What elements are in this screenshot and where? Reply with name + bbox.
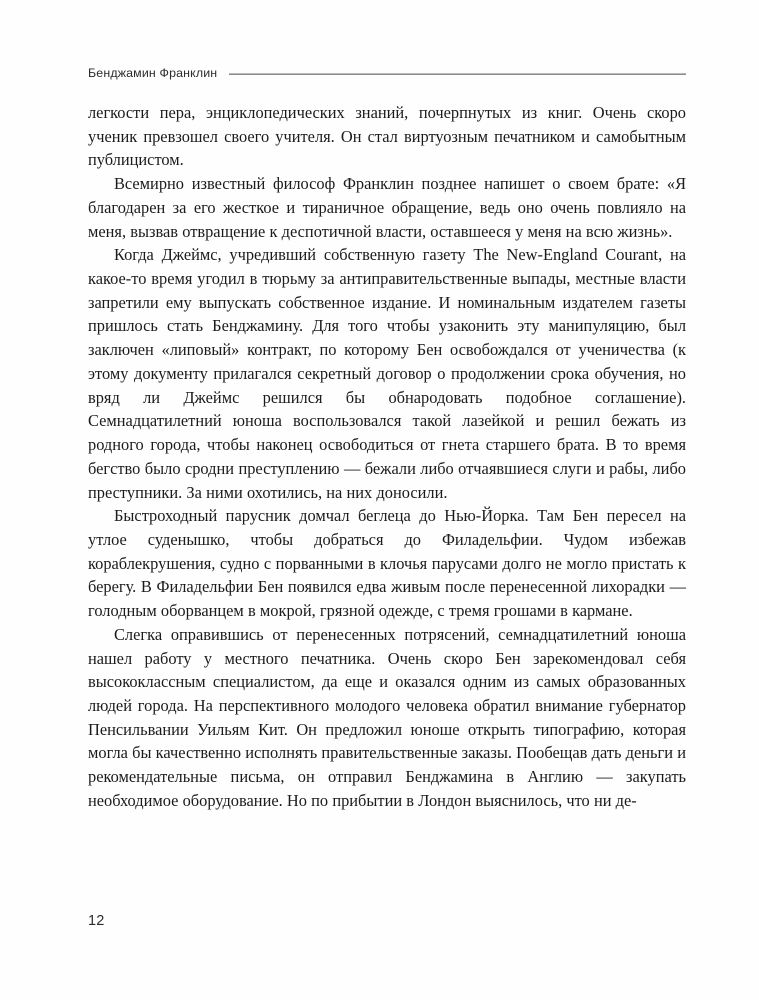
running-head-rule (229, 73, 686, 75)
paragraph-continuation: легкости пера, энциклопедических знаний, почерпнутых из книг. Очень скоро ученик превзошел своего учителя. Он стал виртуозным печатником и самобытным публицистом. (88, 103, 686, 170)
running-head-title: Бенджамин Франклин (88, 66, 218, 80)
page-number: 12 (88, 913, 105, 929)
newspaper-title: The New-England Courant (473, 245, 659, 265)
paragraph: Всемирно известный философ Франклин позднее напишет о своем брате: «Я благодарен за его жесткое и тираничное обращение, ведь оно очень повлияло на меня, вызвав отвращение к деспотичной власти, оставшееся у меня на всю жизнь». (88, 174, 686, 241)
running-head (88, 62, 686, 84)
paragraph-text-tail: , на какое-то время угодил в тюрьму за антиправительственные выпады, местные власти запретили ему выпускать собственное издание. И номинальным издателем газеты пришлось стать Бенджамину. Для того чтобы узаконить эту манипуляцию, был заключен «липовый» контракт, по которому Бен освобождался от ученичества (к этому документу прилагался секретный договор о продолжении срока обучения, но вряд ли Джеймс решился бы обнародовать подобное соглашение). Семнадцатилетний юноша воспользовался такой лазейкой и решил бежать из родного города, чтобы наконец освободиться от гнета старшего брата. В то время бегство было сродни преступлению — бежали либо отчаявшиеся слуги и рабы, либо преступники. За ними охотились, на них доносили. (88, 245, 687, 502)
paragraph-with-newspaper-title (88, 243, 686, 504)
paragraph: Слегка оправившись от перенесенных потрясений, семнадцатилетний юноша нашел работу у местного печатника. Очень скоро Бен зарекомендовал себя высококлассным специалистом, да еще и оказался одним из самых образованных людей города. На перспективного молодого человека обратил внимание губернатор Пенсильвании Уильям Кит. Он предложил юноше открыть типографию, которая могла бы качественно исполнять правительственные заказы. Пообещав дать деньги и рекомендательные письма, он отправил Бенджамина в Англию — закупать необходимое оборудование. Но по прибытии в Лондон выяснилось, что ни де- (88, 624, 686, 810)
body-text-column (88, 101, 686, 813)
paragraph-text-lead: Когда Джеймс, учредивший собственную газету (114, 245, 474, 265)
paragraph: Быстроходный парусник домчал беглеца до Нью-Йорка. Там Бен пересел на утлое суденышко, чтобы добраться до Филадельфии. Чудом избежав кораблекрушения, судно с порванными в клочья парусами долго не могло пристать к берегу. В Филадельфии Бен появился едва живым после перенесенной лихорадки — голодным оборванцем в мокрой, грязной одежде, с тремя грошами в кармане. (88, 506, 686, 621)
